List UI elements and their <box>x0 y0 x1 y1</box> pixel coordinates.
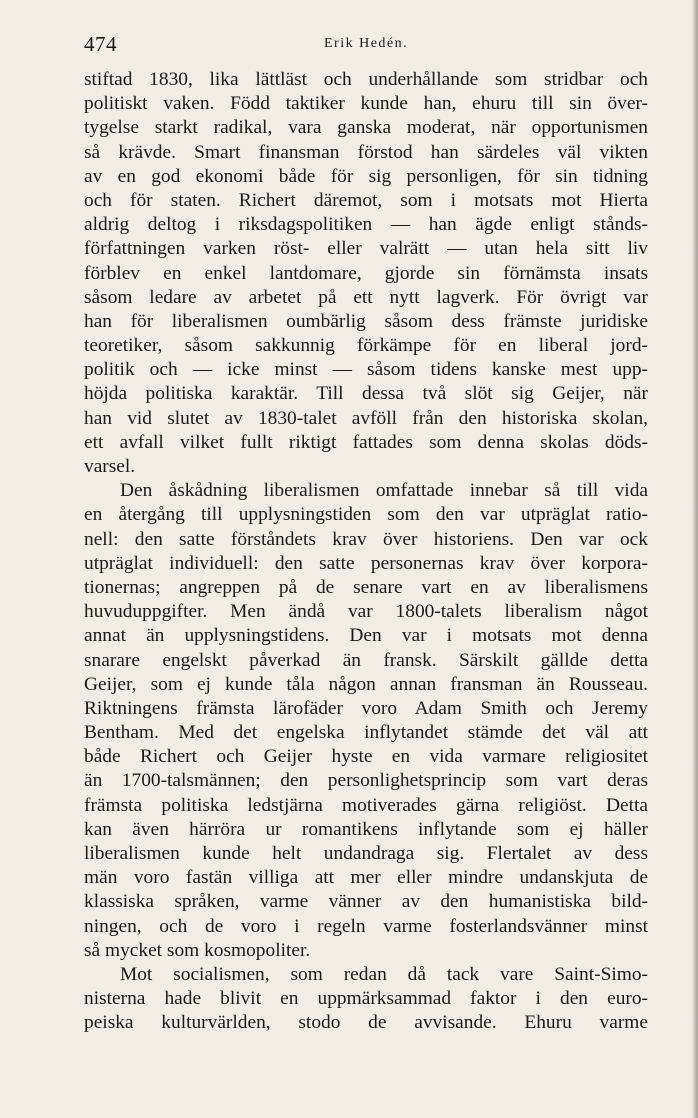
page-edge-shadow <box>692 0 698 1118</box>
text-line: klassiska språken, varme vänner av den humanistiska bild- <box>84 891 648 913</box>
text-line: män voro fastän villiga att mer eller mindre undanskjuta de <box>84 867 648 889</box>
page-header <box>84 32 648 60</box>
text-line: tygelse starkt radikal, vara ganska moderat, när opportunismen <box>84 117 648 139</box>
body-text <box>84 68 648 1036</box>
text-line: så mycket som kosmopoliter. <box>84 939 311 961</box>
text-line: politik och — icke minst — såsom tidens kanske mest upp- <box>84 359 648 381</box>
text-line: Den åskådning liberalismen omfattade innebar så till vida <box>120 480 648 502</box>
text-line: nisterna hade blivit en uppmärksammad faktor i den euro- <box>84 988 648 1010</box>
text-line: kan även härröra ur romantikens inflytande som ej häller <box>84 818 648 840</box>
text-line: utpräglat individuell: den satte personernas krav över korpora- <box>84 552 648 574</box>
text-line: såsom ledare av arbetet på ett nytt lagverk. För övrigt var <box>84 286 648 308</box>
text-line: både Richert och Geijer hyste en vida varmare religiositet <box>84 746 648 768</box>
text-line: politiskt vaken. Född taktiker kunde han, ehuru till sin över- <box>84 93 648 115</box>
text-line: huvuduppgifter. Men ändå var 1800-talets liberalism något <box>84 601 648 623</box>
text-line: nell: den satte förståndets krav över historiens. Den var ock <box>84 528 648 550</box>
text-line: peiska kulturvärlden, stodo de avvisande. Ehuru varme <box>84 1012 648 1034</box>
text-line: Geijer, som ej kunde tåla någon annan fransman än Rousseau. <box>84 673 648 695</box>
text-line: höjda politiska karaktär. Till dessa två slöt sig Geijer, när <box>84 383 648 405</box>
text-line: liberalismen kunde helt undandraga sig. Flertalet av dess <box>84 843 648 864</box>
text-line: en återgång till upplysningstiden som den var utpräglat ratio- <box>84 504 648 526</box>
text-line: tionernas; angreppen på de senare vart en av liberalismens <box>84 576 648 598</box>
text-line: stiftad 1830, lika lättläst och underhållande som stridbar och <box>84 69 648 90</box>
text-line: han för liberalismen oumbärlig såsom dess främste juridiske <box>84 310 648 332</box>
running-head: Erik Hedén. <box>324 36 409 51</box>
text-line: så krävde. Smart finansman förstod han särdeles väl vikten <box>84 141 648 163</box>
text-line: Bentham. Med det engelska inflytandet stämde det väl att <box>84 722 648 744</box>
text-line: av en god ekonomi både för sig personligen, för sin tidning <box>84 165 648 187</box>
text-line: och för staten. Richert däremot, som i motsats mot Hierta <box>84 189 648 211</box>
text-line: ningen, och de voro i regeln varme fosterlandsvänner minst <box>84 915 648 937</box>
text-line: ett avfall vilket fullt riktigt fattades som denna skolas döds- <box>84 431 648 453</box>
text-line: främsta politiska ledstjärna motiverades gärna religiöst. Detta <box>84 794 648 816</box>
paragraph <box>84 479 648 963</box>
text-line: snarare engelskt påverkad än fransk. Särskilt gällde detta <box>84 649 648 671</box>
text-line: författningen varken röst- eller valrätt — utan hela sitt liv <box>84 238 648 260</box>
text-line: teoretiker, såsom sakkunnig förkämpe för en liberal jord- <box>84 335 648 357</box>
text-line: än 1700-talsmännen; den personlighetsprincip som vart deras <box>84 770 648 792</box>
text-line: varsel. <box>84 456 136 477</box>
text-line: Mot socialismen, som redan då tack vare Saint-Simo- <box>120 963 648 985</box>
text-line: Riktningens främsta lärofäder voro Adam Smith och Jeremy <box>84 697 648 719</box>
page-number: 474 <box>84 32 117 56</box>
paragraph <box>84 68 648 479</box>
text-line: han vid slutet av 1830-talet avföll från den historiska skolan, <box>84 407 648 429</box>
text-line: förblev en enkel lantdomare, gjorde sin förnämsta insats <box>84 262 648 284</box>
paragraph <box>84 963 648 1036</box>
text-line: annat än upplysningstidens. Den var i motsats mot denna <box>84 625 648 647</box>
text-line: aldrig deltog i riksdagspolitiken — han ägde enligt stånds- <box>84 214 648 236</box>
